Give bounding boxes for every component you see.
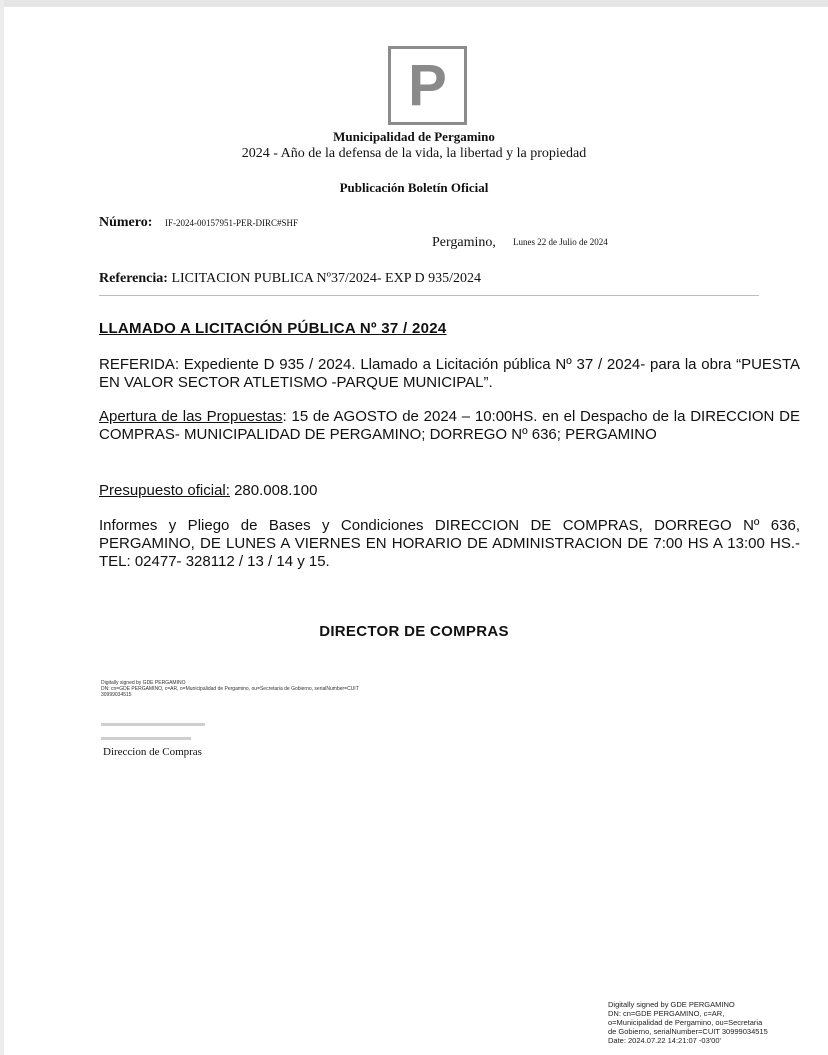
document-heading: LLAMADO A LICITACIÓN PÚBLICA Nº 37 / 2024 — [99, 320, 447, 337]
faded-signer-role — [101, 737, 191, 740]
numero-label: Número: — [99, 215, 153, 230]
publication-title: Publicación Boletín Oficial — [339, 180, 489, 195]
municipality-name: Municipalidad de Pergamino — [333, 129, 495, 144]
signature-small-line: 30999034515 — [101, 692, 132, 698]
digital-signature-line: Date: 2024.07.22 14:21:07 -03'00' — [608, 1036, 721, 1045]
signature-stamp-small — [101, 680, 421, 698]
digital-signature-line: de Gobierno, serialNumber=CUIT 30999034515 — [608, 1027, 768, 1036]
apertura-text: : 15 de AGOSTO de 2024 – 10:00HS. en el Despacho de la DIRECCION DE COMPRAS- MUNICIPALIDAD DE PERGAMINO; DORREGO Nº 636; PERGAMINO — [99, 408, 800, 443]
paragraph-referida: REFERIDA: Expediente D 935 / 2024. Llamado a Licitación pública Nº 37 / 2024- para la obra “PUESTA EN VALOR SECTOR ATLETISMO -PARQUE MUNICIPAL”. — [99, 356, 800, 391]
paragraph-apertura — [99, 408, 800, 444]
digital-signature-line: Digitally signed by GDE PERGAMINO — [608, 1000, 735, 1009]
apertura-label: Apertura de las Propuestas — [99, 408, 283, 425]
numero-value: IF-2024-00157951-PER-DIRC#SHF — [165, 218, 299, 228]
year-motto: 2024 - Año de la defensa de la vida, la libertad y la propiedad — [241, 146, 587, 161]
digital-signature-line: DN: cn=GDE PERGAMINO, c=AR, — [608, 1009, 725, 1018]
digital-signature-line: o=Municipalidad de Pergamino, ou=Secretaria — [608, 1018, 763, 1027]
signature-small-line: DN: cn=GDE PERGAMINO, c=AR, o=Municipalidad de Pergamino, ou=Secretaria de Gobierno, serialNumber=CUIT — [101, 686, 359, 692]
faded-signer-name — [101, 723, 205, 726]
paragraph-informes: Informes y Pliego de Bases y Condiciones DIRECCION DE COMPRAS, DORREGO Nº 636, PERGAMINO, DE LUNES A VIERNES EN HORARIO DE ADMINISTRACION DE 7:00 HS A 13:00 HS.- TEL: 02477- 328112 / 13 / 14 y 15. — [99, 517, 800, 570]
municipality-logo — [388, 46, 467, 125]
presupuesto-label: Presupuesto oficial: — [99, 482, 230, 499]
logo-letter: P — [408, 53, 447, 118]
divider — [99, 295, 759, 296]
signature-small-line: Digitally signed by GDE PERGAMINO — [101, 680, 186, 686]
signer-department: Direccion de Compras — [103, 746, 202, 758]
digital-signature-block — [608, 1000, 808, 1045]
document-date: Lunes 22 de Julio de 2024 — [513, 237, 608, 247]
paragraph-presupuesto — [99, 482, 800, 500]
referencia — [99, 271, 481, 287]
referencia-label: Referencia: — [99, 271, 168, 286]
presupuesto-value: 280.008.100 — [229, 482, 318, 499]
page-top-edge — [0, 0, 828, 7]
referencia-value: LICITACION PUBLICA Nº37/2024- EXP D 935/2024 — [171, 271, 481, 286]
signature-title: DIRECTOR DE COMPRAS — [319, 623, 509, 640]
city: Pergamino, — [432, 235, 496, 250]
